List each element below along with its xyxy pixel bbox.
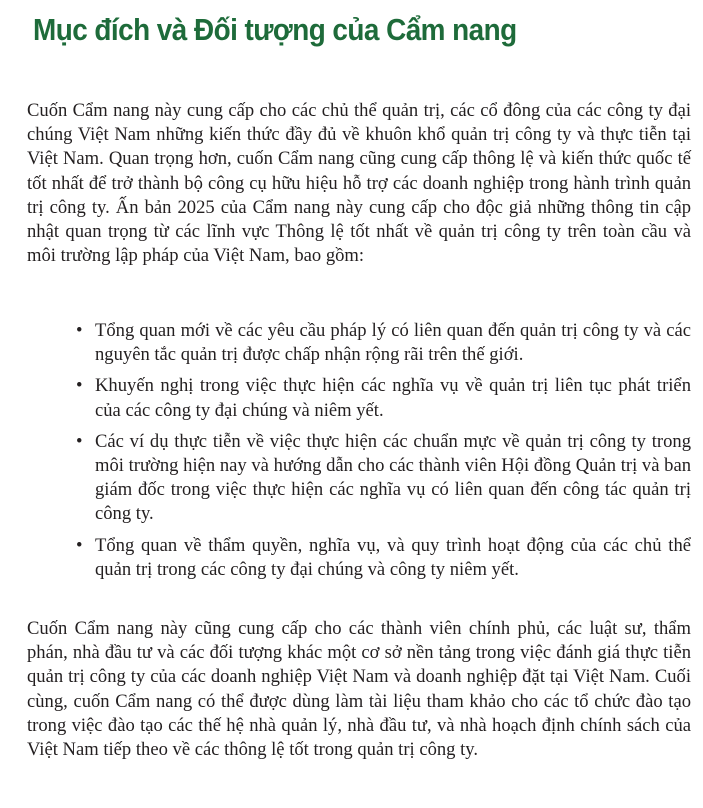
bullet-marker: • [76,320,83,341]
bullet-marker: • [76,534,83,556]
closing-paragraph: Cuốn Cẩm nang này cũng cung cấp cho các thành viên chính phủ, các luật sư, thẩm phán, nhà đầu tư và các đối tượng khác một cơ sở nền tảng trong việc đánh giá thực tiễn quản trị công ty của các doanh nghiệp Việt Nam và doanh nghiệp đặt tại Việt Nam. Cuối cùng, cuốn Cẩm nang có thể được dùng làm tài liệu tham khảo cho các tổ chức đào tạo trong việc đào tạo các thế hệ nhà quản lý, nhà đầu tư, và nhà hoạch định chính sách của Việt Nam tiếp theo về các thông lệ tốt trong quản trị công ty. [27,618,691,761]
list-item-text: Khuyến nghị trong việc thực hiện các nghĩa vụ về quản trị liên tục phát triển của các công ty đại chúng và niêm yết. [95,375,691,421]
list-item-text: Tổng quan về thẩm quyền, nghĩa vụ, và quy trình hoạt động của các chủ thể quản trị trong các công ty đại chúng và công ty niêm yết. [95,534,691,580]
bullet-marker: • [76,375,83,397]
list-item-text: Tổng quan mới về các yêu cầu pháp lý có liên quan đến quản trị công ty và các nguyên tắc quản trị được chấp nhận rộng rãi trên thế giới. [95,320,691,366]
list-item [73,430,691,527]
intro-paragraph: Cuốn Cẩm nang này cung cấp cho các chủ thể quản trị, các cổ đông của các công ty đại chúng Việt Nam những kiến thức đầy đủ về khuôn khổ quản trị công ty và thực tiễn tại Việt Nam. Quan trọng hơn, cuốn Cẩm nang cũng cung cấp thông lệ và kiến thức quốc tế tốt nhất để trở thành bộ công cụ hữu hiệu hỗ trợ các doanh nghiệp trong hành trình quản trị công ty. Ấn bản 2025 của Cẩm nang này cung cấp cho độc giả những thông tin cập nhật quan trọng từ các lĩnh vực Thông lệ tốt nhất về quản trị công ty trên toàn cầu và môi trường lập pháp của Việt Nam, bao gồm: [27,100,691,267]
list-item [73,534,691,582]
page-title: Mục đích và Đối tượng của Cẩm nang [33,12,517,47]
bullet-list [73,319,691,589]
bullet-marker: • [76,430,83,452]
list-item [73,319,691,367]
list-item-text: Các ví dụ thực tiễn về việc thực hiện các chuẩn mực về quản trị công ty trong môi trường hiện nay và hướng dẫn cho các thành viên Hội đồng Quản trị và ban giám đốc trong việc thực hiện các nghĩa vụ có liên quan đến công tác quản trị công ty. [95,430,691,525]
list-item [73,374,691,422]
